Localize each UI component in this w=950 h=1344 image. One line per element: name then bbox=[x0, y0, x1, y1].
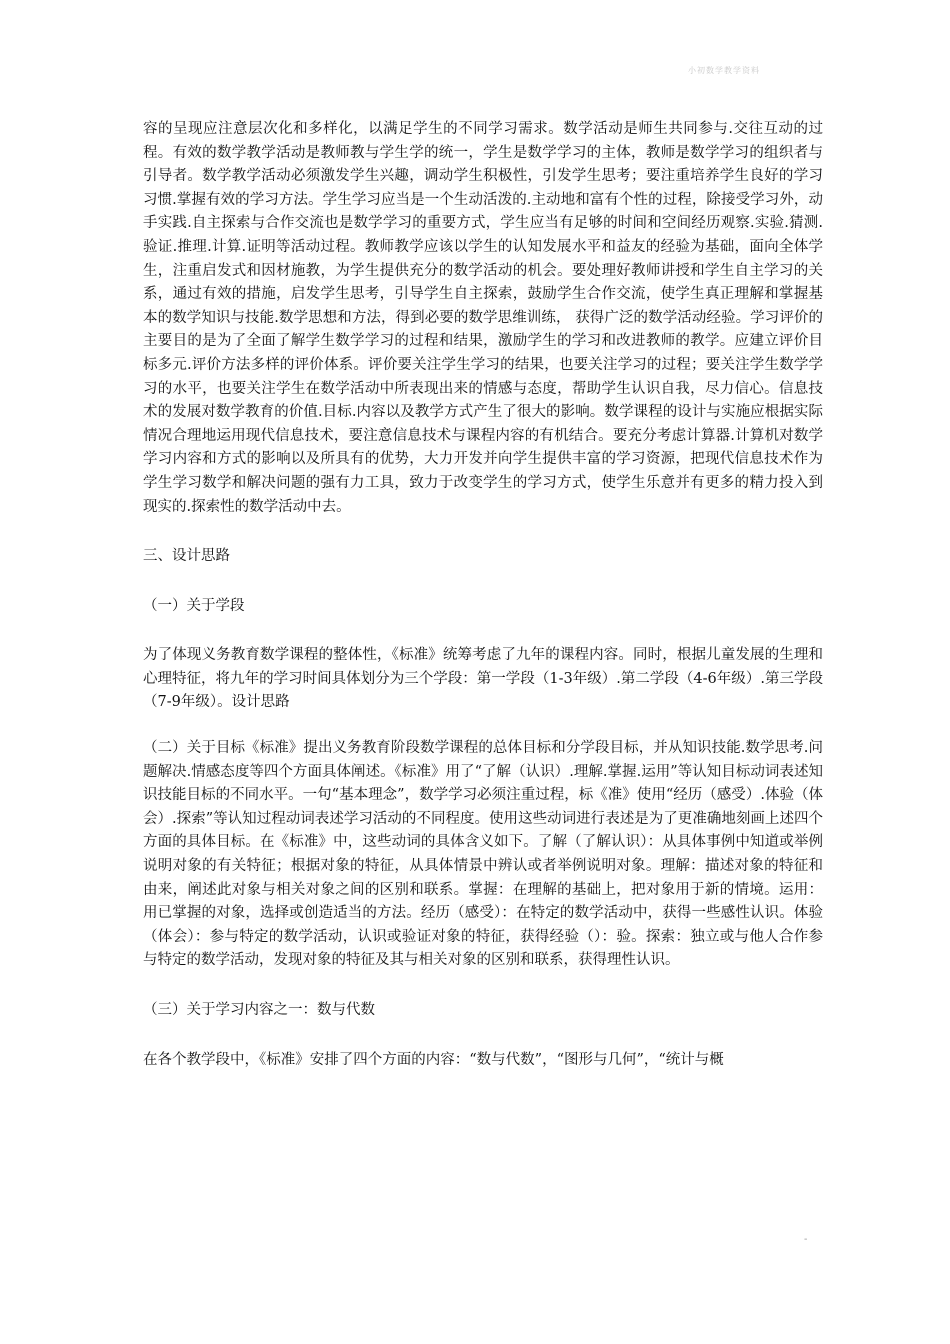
page-footer-mark: - bbox=[804, 1234, 808, 1245]
subheading-number-algebra: （三）关于学习内容之一：数与代数 bbox=[143, 1002, 375, 1018]
section-heading-design-ideas: 三、设计思路 bbox=[143, 548, 230, 565]
paragraph-teaching-activities: 容的呈现应注意层次化和多样化，以满足学生的不同学习需求。数学活动是师生共同参与.交往互动的过程。有效的数学教学活动是教师教与学生学的统一，学生是数学学习的主体，教师是数学学习的组织者与引导者。数学教学活动必须激发学生兴趣，调动学生积极性，引发学生思考；要注重培养学生良好的学习习惯.掌握有效的学习方法。学生学习应当是一个生动活泼的.主动地和富有个性的过程，除接受学习外，动手实践.自主探索与合作交流也是数学学习的重要方式，学生应当有足够的时间和空间经历观察.实验.猜测.验证.推理.计算.证明等活动过程。教师教学应该以学生的认知发展水平和益友的经验为基础，面向全体学生，注重启发式和因材施教，为学生提供充分的数学活动的机会。要处理好教师讲授和学生自主学习的关系，通过有效的措施，启发学生思考，引导学生自主探索，鼓励学生合作交流，使学生真正理解和掌握基本的数学知识与技能.数学思想和方法，得到必要的数学思维训练， 获得广泛的数学活动经验。学习评价的主要目的是为了全面了解学生数学学习的过程和结果，激励学生的学习和改进教师的教学。应建立评价目标多元.评价方法多样的评价体系。评价要关注学生学习的结果，也要关注学习的过程；要关注学生数学学习的水平，也要关注学生在数学活动中所表现出来的情感与态度，帮助学生认识自我，尽力信心。信息技术的发展对数学教育的价值.目标.内容以及教学方式产生了很大的影响。数学课程的设计与实施应根据实际情况合理地运用现代信息技术，要注意信息技术与课程内容的有机结合。要充分考虑计算器.计算机对数学学习内容和方式的影响以及所具有的优势，大力开发并向学生提供丰富的学习资源，把现代信息技术作为学生学习数学和解决问题的强有力工具，致力于改变学生的学习方式，使学生乐意并有更多的精力投入到现实的.探索性的数学活动中去。 bbox=[143, 121, 823, 515]
paragraph-goals: （二）关于目标《标准》提出义务教育阶段数学课程的总体目标和分学段目标，并从知识技能.数学思考.问题解决.情感态度等四个方面具体阐述。《标准》用了“了解（认识）.理解.掌握.运用”等认知目标动词表述知识技能目标的不同水平。一句“基本理念”，数学学习必须注重过程，标《准》使用“经历（感受）.体验（体会）.探索”等认知过程动词表述学习活动的不同程度。使用这些动词进行表述是为了更准确地刻画上述四个方面的具体目标。在《标准》中，这些动词的具体含义如下。了解（了解认识）：从具体事例中知道或举例说明对象的有关特征；根据对象的特征，从具体情景中辨认或者举例说明对象。理解：描述对象的特征和由来，阐述此对象与相关对象之间的区别和联系。掌握：在理解的基础上，把对象用于新的情境。运用：用已掌握的对象，选择或创造适当的方法。经历（感受）：在特定的数学活动中，获得一些感性认识。体验（体会）：参与特定的数学活动，认识或验证对象的特征，获得经验（）：验。探索：独立或与他人合作参与特定的数学活动，发现对象的特征及其与相关对象的区别和联系，获得理性认识。 bbox=[143, 740, 823, 969]
document-body bbox=[143, 118, 823, 1072]
paragraph-content-areas: 在各个教学段中，《标准》安排了四个方面的内容：“数与代数”，“图形与几何”，“统计与概 bbox=[143, 1051, 724, 1068]
subheading-stages: （一）关于学段 bbox=[143, 597, 245, 614]
header-watermark: 小初数学教学资料 bbox=[688, 66, 760, 75]
paragraph-stages: 为了体现义务教育数学课程的整体性，《标准》统筹考虑了九年的课程内容。同时，根据儿童发展的生理和心理特征，将九年的学习时间具体划分为三个学段：第一学段（1-3年级）.第二学段（4-6年级）.第三学段（7-9年级）。设计思路 bbox=[143, 647, 823, 711]
